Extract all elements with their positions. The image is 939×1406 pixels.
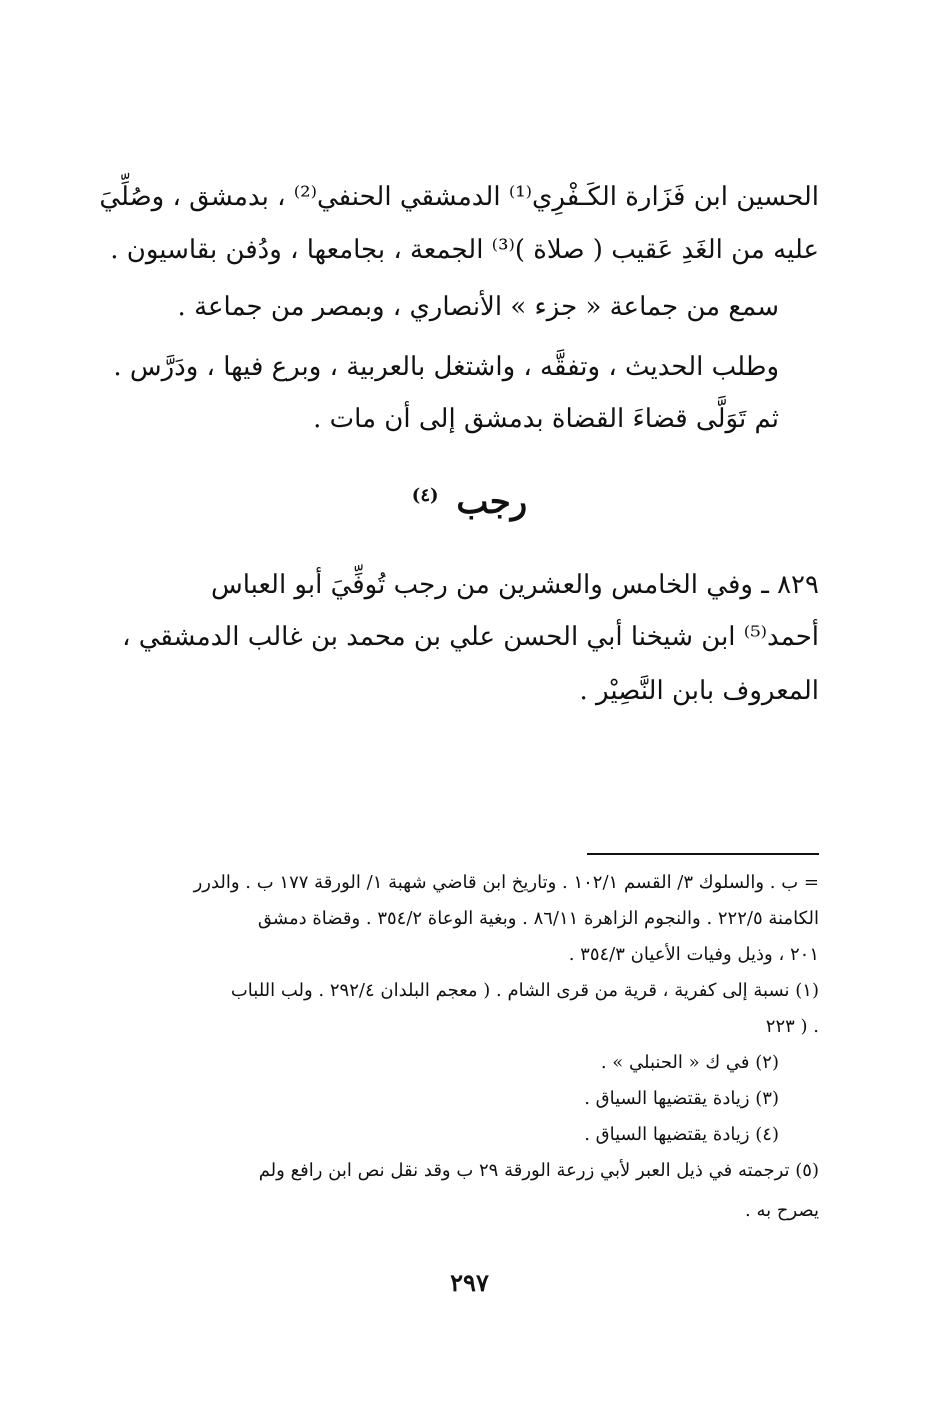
footnote-line: (١) نسبة إلى كفرية ، قرية من قرى الشام . ( معجم البلدان ٢٩٢/٤ . ولب اللباب [230,980,819,1001]
body-line: وطلب الحديث ، وتفقَّه ، واشتغل بالعربية ، وبرع فيها ، ودَرَّس . [113,352,779,382]
entry-line: ٨٢٩ ـ وفي الخامس والعشرين من رجب تُوفِّيَ أبو العباس [210,570,819,600]
body-line: الحسين ابن فَزَارة الكَـفْرِي⁽¹⁾ الدمشقي الحنفي⁽²⁾ ، بدمشق ، وصُلِّيَ [99,182,819,212]
entry-line: المعروف بابن النَّصِيْر . [579,676,819,706]
heading-title: رجب [456,482,528,522]
body-line: سمع من جماعة « جزء » الأنصاري ، وبمصر من جماعة . [177,292,779,322]
footnote-line: ٢٠١ ، وذيل وفيات الأعيان ٣٥٤/٣ . [568,944,819,965]
footnote-line: الكامنة ٢٢٢/٥ . والنجوم الزاهرة ٨٦/١١ . وبغية الوعاة ٣٥٤/٢ . وقضاة دمشق [257,908,819,929]
footnote-line: (٥) ترجمته في ذيل العبر لأبي زرعة الورقة ٢٩ ب وقد نقل نص ابن رافع ولم [258,1160,819,1181]
footnote-line: ٢٢٣ ) . [765,1016,819,1037]
footnote-line: (٢) في ك « الحنبلي » . [600,1052,779,1073]
body-line: ثم تَوَلَّى قضاءَ القضاة بدمشق إلى أن مات . [313,404,779,434]
entry-line: أحمد⁽⁵⁾ ابن شيخنا أبي الحسن علي بن محمد بن غالب الدمشقي ، [122,622,819,652]
footnote-line: (٣) زيادة يقتضيها السياق . [584,1088,779,1109]
footnote-line: = ب . والسلوك ٣/ القسم ١٠٢/١ . وتاريخ ابن قاضي شهبة ١/ الورقة ١٧٧ ب . والدرر [193,872,819,893]
heading-footnote-ref: (٤) [411,484,439,506]
body-line: عليه من الغَدِ عَقيب ( صلاة )⁽³⁾ الجمعة ، بجامعها ، ودُفن بقاسيون . [110,235,819,265]
section-heading [0,482,939,522]
footnote-line: (٤) زيادة يقتضيها السياق . [584,1124,779,1145]
footnote-separator [587,853,819,855]
footnote-line: يصرح به . [745,1200,819,1221]
page-number: ٢٩٧ [450,1268,489,1297]
